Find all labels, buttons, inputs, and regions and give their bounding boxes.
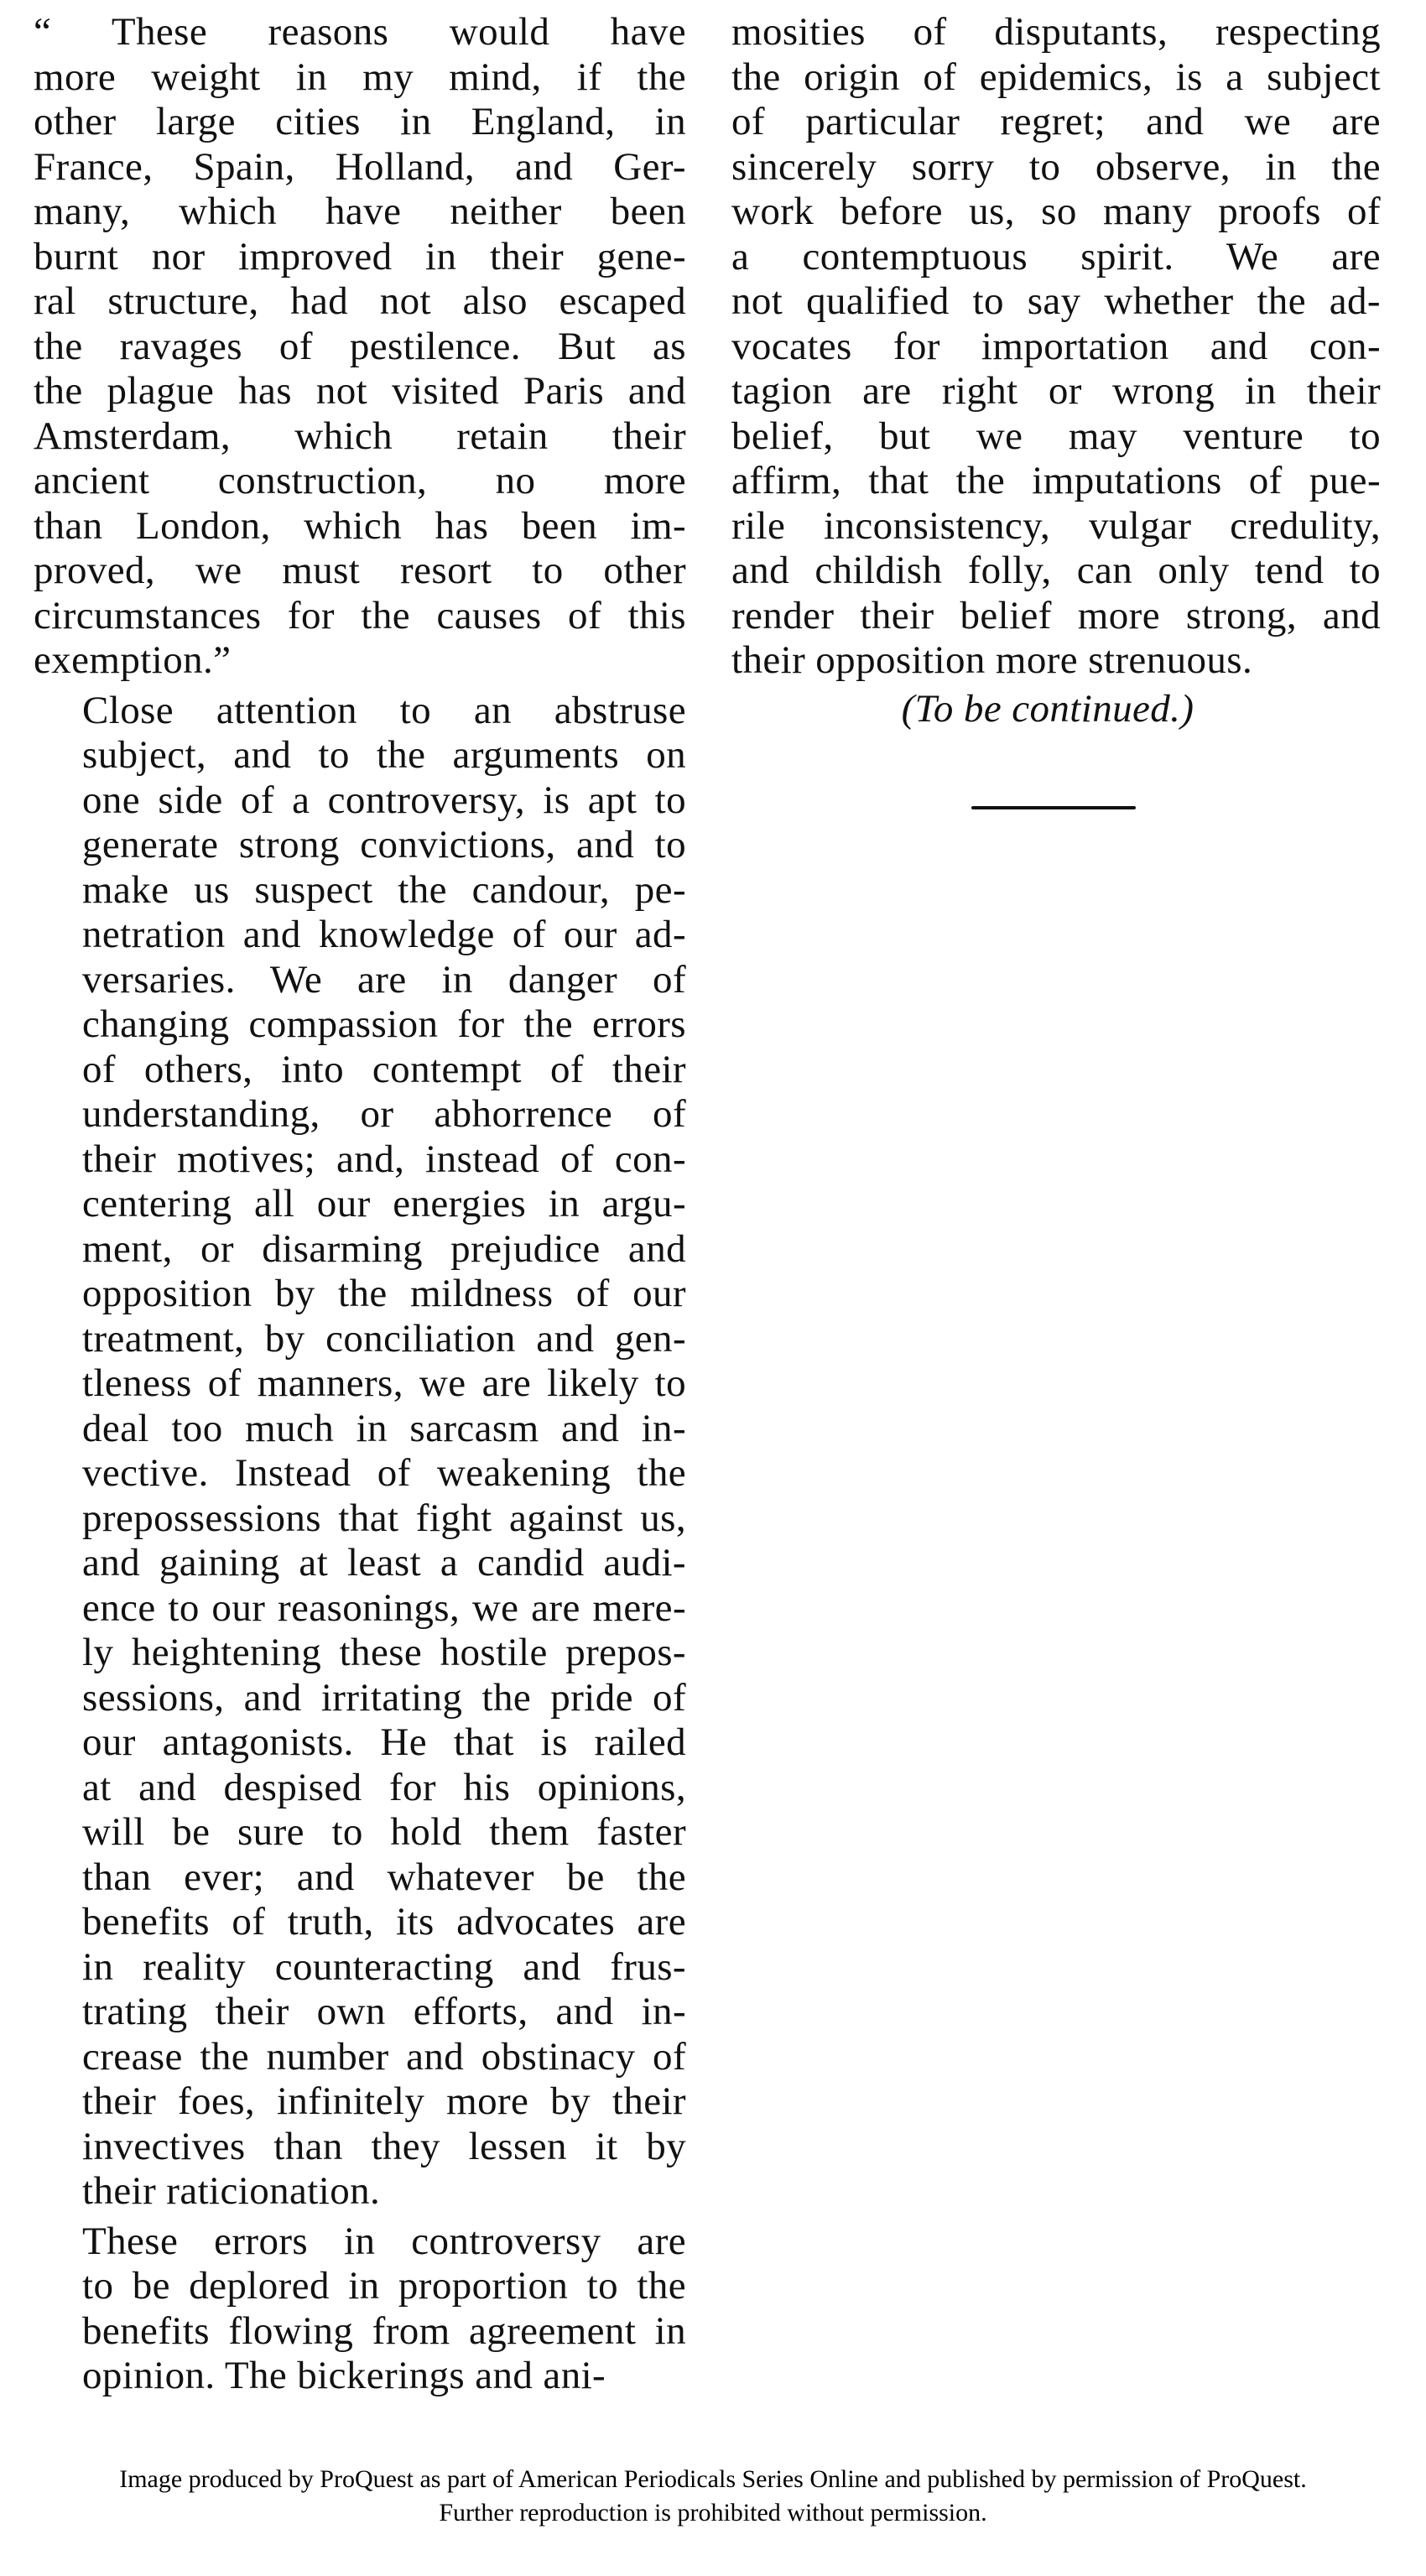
text-line: centering all our energies in argu- xyxy=(82,1182,686,1226)
text-line: render their belief more strong, and xyxy=(731,593,1381,637)
text-line: ly heightening these hostile prepos- xyxy=(82,1631,686,1674)
text-line: ral structure, had not also escaped xyxy=(34,279,686,323)
text-line: tleness of manners, we are likely to xyxy=(82,1361,686,1405)
text-line: their raticionation. xyxy=(82,2169,381,2213)
text-line: opposition by the mildness of our xyxy=(82,1272,686,1315)
text-line: sincerely sorry to observe, in the xyxy=(731,144,1381,189)
text-line: work before us, so many proofs of xyxy=(731,190,1381,233)
text-line: “ These reasons would have xyxy=(34,10,686,54)
text-line: exemption.” xyxy=(34,638,232,682)
text-line: tagion are right or wrong in their xyxy=(731,369,1381,413)
text-line: versaries. We are in danger of xyxy=(82,957,686,1002)
text-line: benefits of truth, its advocates are xyxy=(82,1900,686,1944)
continued-note: (To be continued.) xyxy=(901,686,1194,731)
proquest-footer xyxy=(0,2463,1426,2530)
text-line: of particular regret; and we are xyxy=(731,100,1381,143)
text-line: will be sure to hold them faster xyxy=(82,1810,686,1854)
paragraph-controversy xyxy=(34,689,686,2214)
text-line: proved, we must resort to other xyxy=(34,549,686,592)
text-line: vocates for importation and con- xyxy=(731,324,1381,368)
text-line: in reality counteracting and frus- xyxy=(82,1944,686,1989)
text-line: crease the number and obstinacy of xyxy=(82,2034,686,2079)
text-line: at and despised for his opinions, xyxy=(82,1765,686,1809)
text-line: changing compassion for the errors xyxy=(82,1002,686,1046)
text-line: their opposition more strenuous. xyxy=(731,638,1253,682)
text-line: ancient construction, no more xyxy=(34,459,686,502)
text-line: circumstances for the causes of this xyxy=(34,593,686,637)
text-line: mosities of disputants, respecting xyxy=(731,10,1381,54)
footer-line-reproduction: Further reproduction is prohibited without permission. xyxy=(439,2499,987,2527)
text-line: make us suspect the candour, pe- xyxy=(82,867,686,912)
text-line: not qualified to say whether the ad- xyxy=(731,279,1381,323)
text-line: a contemptuous spirit. We are xyxy=(731,234,1381,278)
text-line: other large cities in England, in xyxy=(34,100,686,143)
text-line: the ravages of pestilence. But as xyxy=(34,324,686,368)
text-line: invectives than they lessen it by xyxy=(82,2124,686,2168)
text-line: understanding, or abhorrence of xyxy=(82,1092,686,1136)
text-line: belief, but we may venture to xyxy=(731,414,1381,458)
text-line: France, Spain, Holland, and Ger- xyxy=(34,144,686,189)
text-line: benefits flowing from agreement in xyxy=(82,2308,686,2353)
paragraph-errors xyxy=(34,2220,686,2399)
text-line: the plague has not visited Paris and xyxy=(34,369,686,413)
text-line: generate strong convictions, and to xyxy=(82,823,686,866)
text-line: sessions, and irritating the pride of xyxy=(82,1675,686,1720)
text-line: Amsterdam, which retain their xyxy=(34,414,686,458)
text-line: and childish folly, can only tend to xyxy=(731,549,1381,592)
text-line: netration and knowledge of our ad- xyxy=(82,913,686,956)
text-line: opinion. The bickerings and ani- xyxy=(82,2354,606,2397)
text-line: rile inconsistency, vulgar credulity, xyxy=(731,503,1381,548)
text-line: than ever; and whatever be the xyxy=(82,1855,686,1899)
text-line: treatment, by conciliation and gen- xyxy=(82,1316,686,1361)
text-line: vective. Instead of weakening the xyxy=(82,1451,686,1495)
text-line: prepossessions that fight against us, xyxy=(82,1496,686,1540)
left-column xyxy=(34,10,686,2399)
text-line: many, which have neither been xyxy=(34,190,686,233)
paragraph-quote xyxy=(34,10,686,684)
text-line: more weight in my mind, if the xyxy=(34,55,686,99)
text-line: their motives; and, instead of con- xyxy=(82,1137,686,1181)
text-line: These errors in controversy are xyxy=(82,2219,686,2263)
text-line: and gaining at least a candid audi- xyxy=(82,1541,686,1585)
text-line: affirm, that the imputations of pue- xyxy=(731,459,1381,502)
text-line: ence to our reasonings, we are mere- xyxy=(82,1585,686,1630)
text-line: subject, and to the arguments on xyxy=(82,733,686,777)
text-line: the origin of epidemics, is a subject xyxy=(731,55,1381,99)
text-line: Close attention to an abstruse xyxy=(82,688,686,732)
right-column xyxy=(731,10,1381,731)
text-line: deal too much in sarcasm and in- xyxy=(82,1406,686,1450)
text-line: trating their own efforts, and in- xyxy=(82,1990,686,2033)
text-line: of others, into contempt of their xyxy=(82,1047,686,1091)
footer-line-permission: Image produced by ProQuest as part of American Periodicals Series Online and published by permission of ProQuest. xyxy=(119,2465,1307,2493)
text-line: our antagonists. He that is railed xyxy=(82,1720,686,1764)
paragraph-animosities xyxy=(731,10,1381,684)
text-line: one side of a controversy, is apt to xyxy=(82,778,686,822)
text-line: to be deplored in proportion to the xyxy=(82,2264,686,2308)
section-divider xyxy=(971,806,1136,809)
text-line: their foes, infinitely more by their xyxy=(82,2079,686,2123)
text-line: than London, which has been im- xyxy=(34,503,686,548)
text-line: ment, or disarming prejudice and xyxy=(82,1226,686,1271)
text-line: burnt nor improved in their gene- xyxy=(34,234,686,278)
